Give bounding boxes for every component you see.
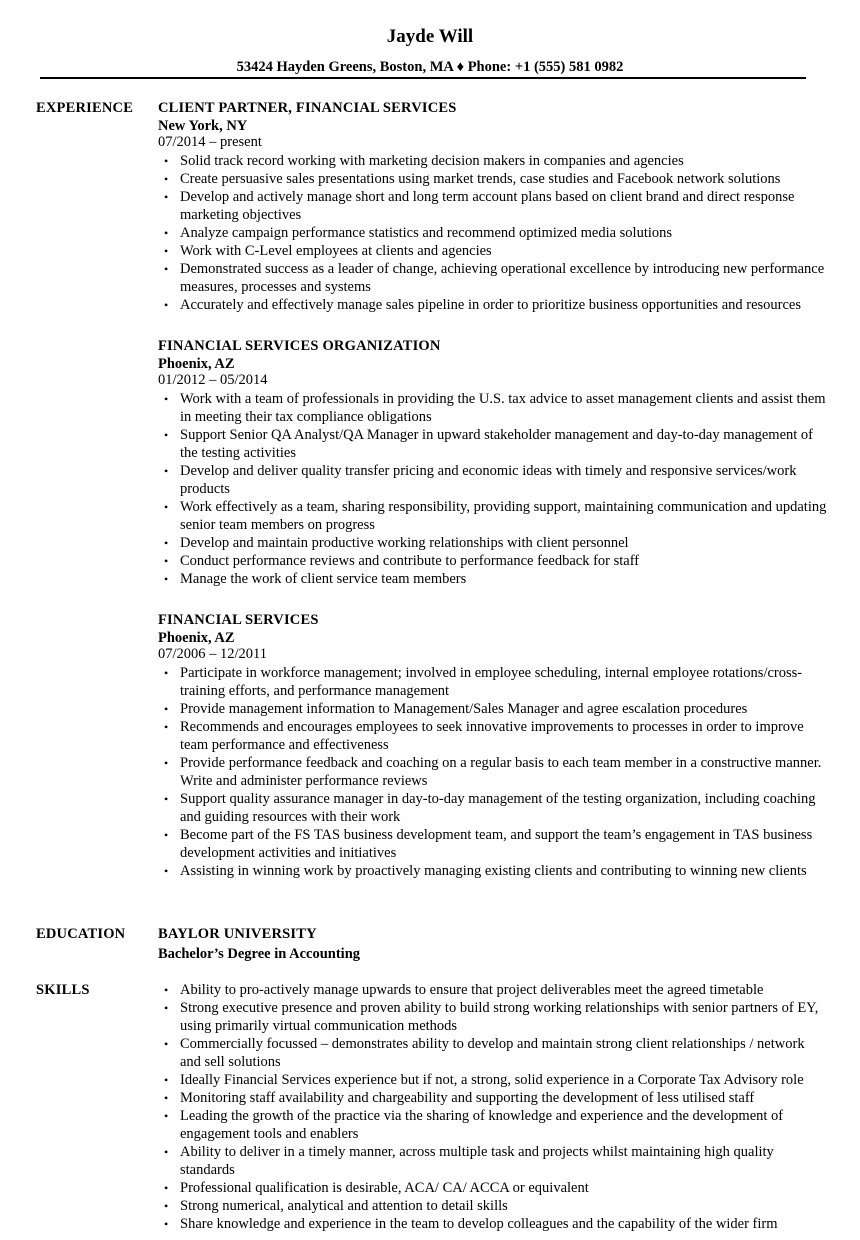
job-bullets: [158, 152, 828, 314]
section-label-education: EDUCATION: [36, 926, 126, 942]
bullet-dot-icon: •: [164, 756, 169, 770]
job-location: Phoenix, AZ: [158, 630, 235, 646]
skills-entry: [158, 979, 828, 1233]
bullet-dot-icon: •: [164, 720, 169, 734]
bullet-dot-icon: •: [164, 172, 169, 186]
bullet-dot-icon: •: [164, 1037, 169, 1051]
bullet-item: [158, 170, 828, 188]
bullet-text: Strong numerical, analytical and attention to detail skills: [180, 1198, 508, 1214]
bullet-dot-icon: •: [164, 392, 169, 406]
bullet-item: [158, 1143, 828, 1179]
degree-name: Bachelor’s Degree in Accounting: [158, 946, 361, 962]
bullet-dot-icon: •: [164, 154, 169, 168]
bullet-text: Provide management information to Management/Sales Manager and agree escalation procedures: [180, 701, 748, 717]
bullet-item: [158, 462, 828, 498]
bullet-text: Support Senior QA Analyst/QA Manager in upward stakeholder management and day-to-day management of the testing activities: [180, 427, 814, 461]
bullet-dot-icon: •: [164, 298, 169, 312]
job-location: Phoenix, AZ: [158, 356, 235, 372]
bullet-item: [158, 981, 828, 999]
bullet-text: Develop and maintain productive working relationships with client personnel: [180, 535, 629, 551]
bullet-dot-icon: •: [164, 1001, 169, 1015]
bullet-text: Develop and deliver quality transfer pricing and economic ideas with timely and responsive services/work products: [180, 463, 797, 497]
bullet-text: Ideally Financial Services experience but if not, a strong, solid experience in a Corporate Tax Advisory role: [180, 1072, 804, 1088]
bullet-text: Work with C-Level employees at clients and agencies: [180, 243, 492, 259]
header-divider: [40, 77, 806, 79]
bullet-item: [158, 1197, 828, 1215]
bullet-item: [158, 534, 828, 552]
bullet-item: [158, 1179, 828, 1197]
job-entry: [158, 337, 828, 588]
bullet-text: Solid track record working with marketing decision makers in companies and agencies: [180, 153, 684, 169]
bullet-item: [158, 552, 828, 570]
job-entry: [158, 99, 828, 314]
bullet-dot-icon: •: [164, 792, 169, 806]
bullet-text: Ability to pro-actively manage upwards to ensure that project deliverables meet the agreed timetable: [180, 982, 764, 998]
bullet-item: [158, 700, 828, 718]
bullet-text: Develop and actively manage short and long term account plans based on client brand and direct response marketing objectives: [180, 189, 795, 223]
bullet-dot-icon: •: [164, 1073, 169, 1087]
bullet-text: Analyze campaign performance statistics and recommend optimized media solutions: [180, 225, 673, 241]
bullet-dot-icon: •: [164, 244, 169, 258]
bullet-dot-icon: •: [164, 864, 169, 878]
section-label-skills: SKILLS: [36, 982, 90, 998]
bullet-dot-icon: •: [164, 1199, 169, 1213]
bullet-item: [158, 999, 828, 1035]
bullet-text: Demonstrated success as a leader of change, achieving operational excellence by introducing new performance measures, processes and systems: [180, 261, 825, 295]
bullet-item: [158, 390, 828, 426]
bullet-item: [158, 1215, 828, 1233]
job-location: New York, NY: [158, 118, 248, 134]
bullet-item: [158, 718, 828, 754]
bullet-dot-icon: •: [164, 702, 169, 716]
bullet-text: Become part of the FS TAS business development team, and support the team’s engagement in TAS business development activities and initiatives: [180, 827, 813, 861]
bullet-text: Support quality assurance manager in day-to-day management of the testing organization, including coaching and guiding resources with their work: [180, 791, 816, 825]
bullet-text: Monitoring staff availability and chargeability and supporting the development of less utilised staff: [180, 1090, 755, 1106]
bullet-dot-icon: •: [164, 226, 169, 240]
job-title: FINANCIAL SERVICES: [158, 612, 319, 628]
bullet-text: Accurately and effectively manage sales pipeline in order to prioritize business opportunities and resources: [180, 297, 802, 313]
bullet-item: [158, 826, 828, 862]
bullet-item: [158, 790, 828, 826]
bullet-text: Conduct performance reviews and contribute to performance feedback for staff: [180, 553, 640, 569]
bullet-item: [158, 296, 828, 314]
skills-bullets: [158, 981, 828, 1233]
bullet-dot-icon: •: [164, 554, 169, 568]
job-title: CLIENT PARTNER, FINANCIAL SERVICES: [158, 100, 457, 116]
bullet-item: [158, 1071, 828, 1089]
contact-line: 53424 Hayden Greens, Boston, MA ♦ Phone: +1 (555) 581 0982: [236, 59, 624, 75]
job-dates: 07/2006 – 12/2011: [158, 646, 268, 662]
bullet-item: [158, 188, 828, 224]
bullet-dot-icon: •: [164, 1109, 169, 1123]
bullet-dot-icon: •: [164, 828, 169, 842]
bullet-text: Assisting in winning work by proactively managing existing clients and contributing to winning new clients: [180, 863, 807, 879]
bullet-text: Strong executive presence and proven ability to build strong working relationships with senior partners of EY, using primarily virtual communication methods: [180, 1000, 819, 1034]
bullet-dot-icon: •: [164, 1145, 169, 1159]
job-dates: 07/2014 – present: [158, 134, 262, 150]
bullet-item: [158, 664, 828, 700]
bullet-text: Recommends and encourages employees to seek innovative improvements to processes in order to improve team performance and effectiveness: [180, 719, 804, 753]
job-entry: [158, 611, 828, 880]
bullet-item: [158, 1089, 828, 1107]
school-name: BAYLOR UNIVERSITY: [158, 926, 317, 942]
bullet-text: Work with a team of professionals in providing the U.S. tax advice to asset management clients and assist them in meeting their tax compliance obligations: [180, 391, 826, 425]
job-bullets: [158, 390, 828, 588]
bullet-item: [158, 754, 828, 790]
bullet-dot-icon: •: [164, 464, 169, 478]
bullet-item: [158, 498, 828, 534]
bullet-text: Share knowledge and experience in the team to develop colleagues and the capability of the wider firm: [180, 1216, 778, 1232]
bullet-dot-icon: •: [164, 262, 169, 276]
bullet-item: [158, 1035, 828, 1071]
bullet-dot-icon: •: [164, 536, 169, 550]
bullet-text: Leading the growth of the practice via the sharing of knowledge and experience and the development of engagement tools and enablers: [180, 1108, 784, 1142]
bullet-dot-icon: •: [164, 1181, 169, 1195]
bullet-item: [158, 152, 828, 170]
bullet-item: [158, 224, 828, 242]
bullet-item: [158, 570, 828, 588]
bullet-text: Work effectively as a team, sharing responsibility, providing support, maintaining communication and updating senior team members on progress: [180, 499, 827, 533]
bullet-dot-icon: •: [164, 1091, 169, 1105]
bullet-text: Ability to deliver in a timely manner, across multiple task and projects whilst maintaining high quality standards: [180, 1144, 774, 1178]
bullet-dot-icon: •: [164, 190, 169, 204]
bullet-text: Create persuasive sales presentations using market trends, case studies and Facebook network solutions: [180, 171, 781, 187]
bullet-dot-icon: •: [164, 572, 169, 586]
resume-name: Jayde Will: [386, 26, 474, 47]
bullet-item: [158, 242, 828, 260]
bullet-dot-icon: •: [164, 666, 169, 680]
bullet-text: Participate in workforce management; involved in employee scheduling, internal employee rotations/cross-training efforts, and performance management: [180, 665, 803, 699]
bullet-dot-icon: •: [164, 983, 169, 997]
bullet-item: [158, 426, 828, 462]
bullet-dot-icon: •: [164, 500, 169, 514]
section-label-experience: EXPERIENCE: [36, 100, 134, 116]
bullet-text: Commercially focussed – demonstrates ability to develop and maintain strong client relationships / network and sell solutions: [180, 1036, 805, 1070]
bullet-item: [158, 1107, 828, 1143]
job-bullets: [158, 664, 828, 880]
bullet-dot-icon: •: [164, 428, 169, 442]
education-entry: [158, 925, 828, 964]
bullet-item: [158, 260, 828, 296]
bullet-text: Manage the work of client service team members: [180, 571, 467, 587]
bullet-text: Provide performance feedback and coaching on a regular basis to each team member in a constructive manner. Write and administer performance reviews: [180, 755, 822, 789]
job-dates: 01/2012 – 05/2014: [158, 372, 268, 388]
bullet-dot-icon: •: [164, 1217, 169, 1231]
bullet-text: Professional qualification is desirable, ACA/ CA/ ACCA or equivalent: [180, 1180, 589, 1196]
bullet-item: [158, 862, 828, 880]
job-title: FINANCIAL SERVICES ORGANIZATION: [158, 338, 441, 354]
